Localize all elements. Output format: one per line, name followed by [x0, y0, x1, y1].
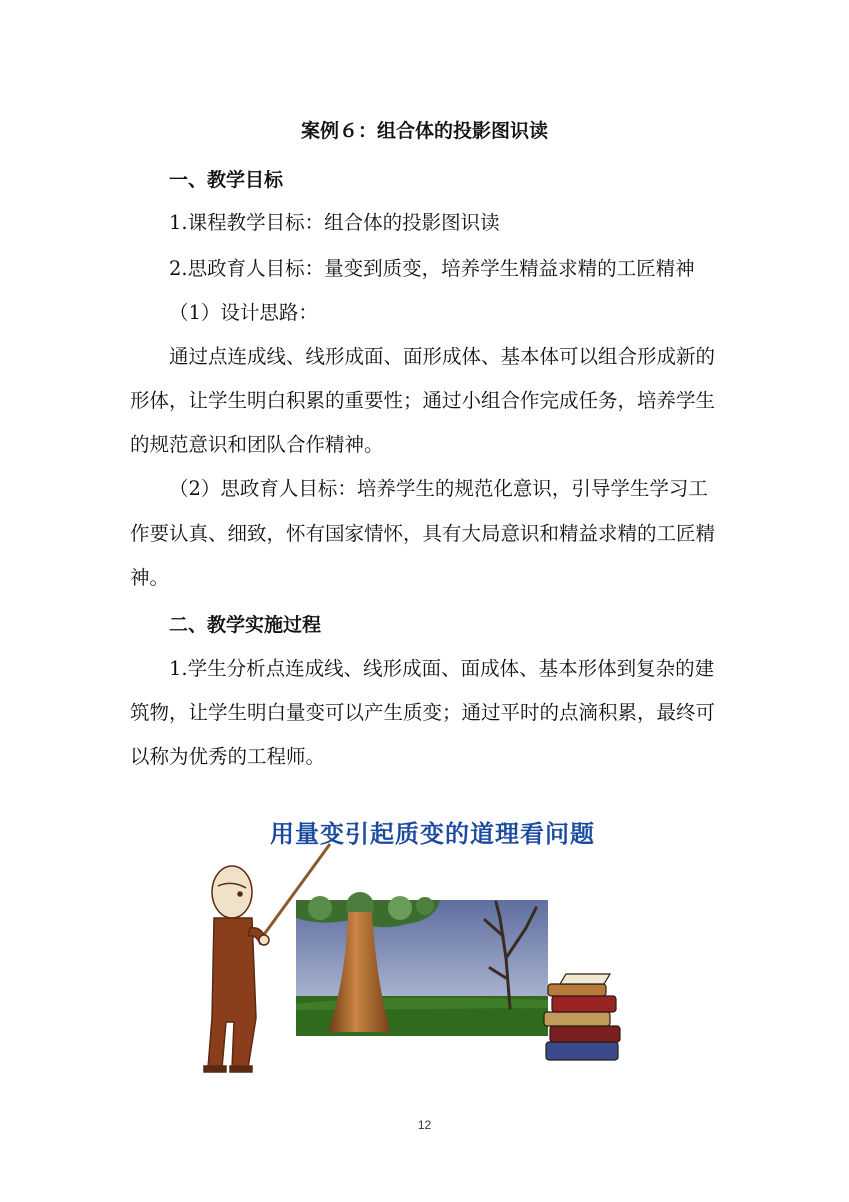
- paragraph-line: 作要认真、细致，怀有国家情怀，具有大局意识和精益求精的工匠精: [130, 522, 716, 545]
- page-number: 12: [417, 1118, 432, 1132]
- illustration: [200, 808, 640, 1078]
- page-title: 案例６：组合体的投影图识读: [300, 120, 548, 142]
- paragraph-line: 形体，让学生明白积累的重要性；通过小组合作完成任务，培养学生: [130, 389, 716, 412]
- illustration-graphic: [200, 808, 640, 1078]
- landscape-scene: [296, 892, 548, 1036]
- paragraph-line: 通过点连成线、线形成面、面形成体、基本体可以组合形成新的: [169, 345, 716, 368]
- paragraph-line: 2.思政育人目标：量变到质变，培养学生精益求精的工匠精神: [169, 257, 695, 280]
- paragraph-line: 的规范意识和团队合作精神。: [130, 433, 384, 456]
- paragraph-line: 1.课程教学目标：组合体的投影图识读: [169, 211, 500, 234]
- paragraph-line: 1.学生分析点连成线、线形成面、面成体、基本形体到复杂的建: [169, 657, 715, 680]
- paragraph-line: 神。: [130, 566, 170, 589]
- paragraph-line: 筑物，让学生明白量变可以产生质变；通过平时的点滴积累，最终可: [130, 701, 716, 724]
- section-heading-2: 二、教学实施过程: [169, 614, 322, 636]
- books-stack: [544, 974, 620, 1060]
- paragraph-line: （1）设计思路：: [169, 301, 318, 324]
- teacher-figure: [204, 866, 269, 1072]
- paragraph-line: 以称为优秀的工程师。: [130, 745, 326, 768]
- paragraph-line: （2）思政育人目标：培养学生的规范化意识，引导学生学习工: [169, 477, 708, 500]
- section-heading-1: 一、教学目标: [169, 169, 284, 191]
- figure-caption: 用量变引起质变的道理看问题: [270, 820, 595, 848]
